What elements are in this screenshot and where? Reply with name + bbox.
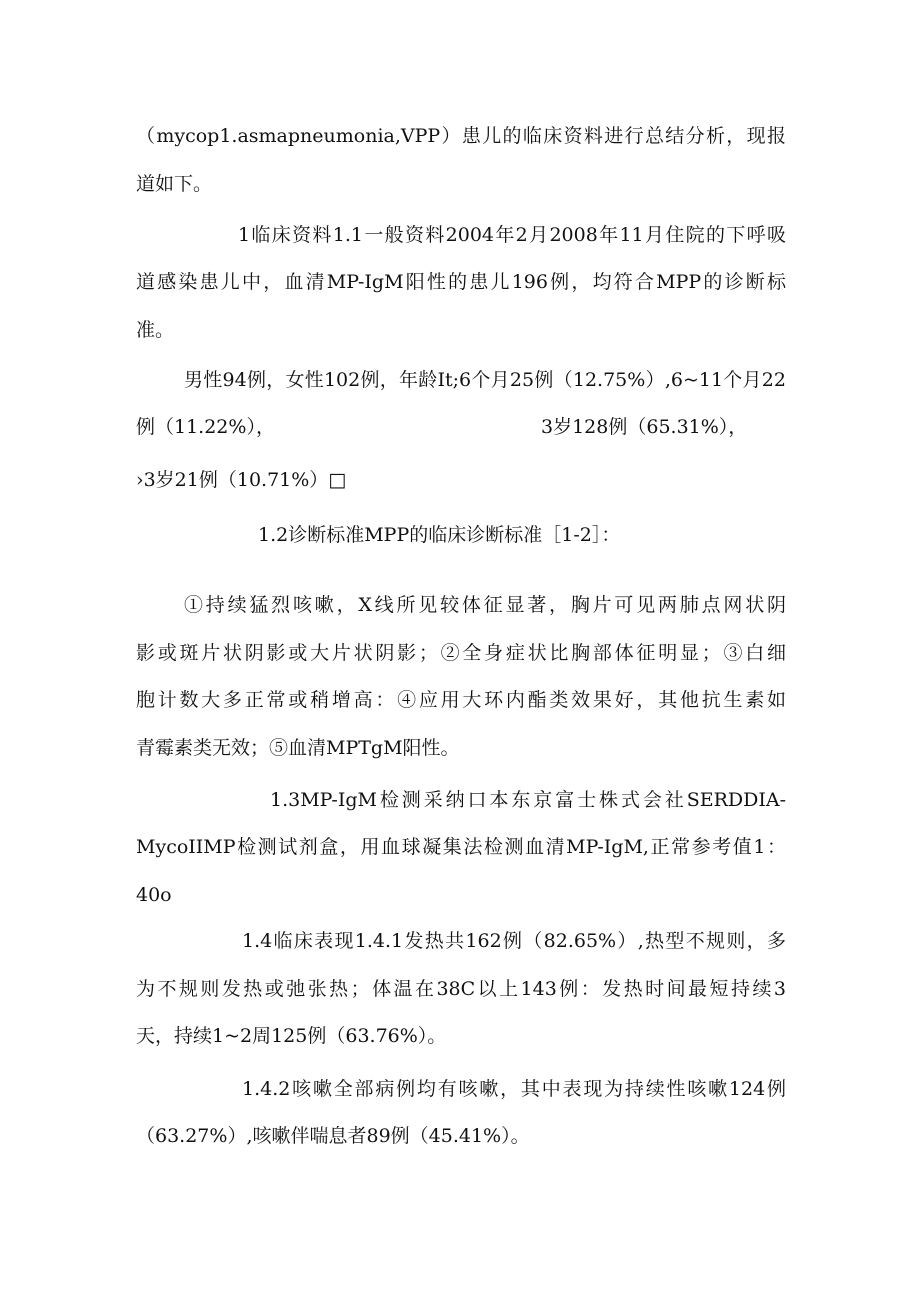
paragraph-1-line-1: （mycop1.asmapneumonia,VPP）患儿的临床资料进行总结分析，现报 (136, 125, 786, 147)
paragraph-7-line-1: 1.4临床表现1.4.1发热共162例（82.65%）,热型不规则，多 (242, 930, 786, 952)
paragraph-8-line-1: 1.4.2咳嗽全部病例均有咳嗽，其中表现为持续性咳嗽124例 (242, 1078, 786, 1100)
paragraph-6-line-2: MycoIIMP检测试剂盒，用血球凝集法检测血清MP-IgM,正常参考值1： (136, 836, 786, 858)
paragraph-3-line-2-right: 3岁128例（65.31%）， (541, 416, 748, 438)
paragraph-5-line-4: 青霉素类无效；⑤血清MPTgM阳性。 (136, 737, 460, 759)
paragraph-1-line-2: 道如下。 (136, 173, 213, 195)
paragraph-6-line-3: 40o (136, 884, 172, 906)
paragraph-7-line-3: 天，持续1~2周125例（63.76%）。 (136, 1025, 447, 1047)
paragraph-2-line-1: 1临床资料1.1一般资料2004年2月2008年11月住院的下呼吸 (238, 224, 786, 246)
paragraph-3-line-2-left: 例（11.22%）， (136, 416, 275, 438)
paragraph-3-line-1: 男性94例，女性102例，年龄It;6个月25例（12.75%）,6~11个月22 (184, 369, 786, 391)
section-heading-1-2: 1.2诊断标准MPP的临床诊断标准［1-2］： (258, 524, 621, 546)
paragraph-5-line-3: 胞计数大多正常或稍增高：④应用大环内酯类效果好，其他抗生素如 (136, 689, 786, 711)
paragraph-2-line-2: 道感染患儿中，血清MP-IgM阳性的患儿196例，均符合MPP的诊断标 (136, 271, 786, 293)
paragraph-8-line-2: （63.27%）,咳嗽伴喘息者89例（45.41%）。 (136, 1125, 530, 1147)
paragraph-5-line-2: 影或斑片状阴影或大片状阴影；②全身症状比胸部体征明显；③白细 (136, 642, 786, 664)
paragraph-3-line-3: ›3岁21例（10.71%）□ (136, 469, 347, 491)
paragraph-7-line-2: 为不规则发热或弛张热；体温在38C以上143例：发热时间最短持续3 (136, 978, 786, 1000)
paragraph-2-line-3: 准。 (136, 319, 175, 341)
paragraph-5-line-1: ①持续猛烈咳嗽，X线所见较体征显著，胸片可见两肺点网状阴 (184, 594, 786, 616)
paragraph-6-line-1: 1.3MP-IgM检测采纳口本东京富士株式会社SERDDIA- (270, 789, 786, 811)
